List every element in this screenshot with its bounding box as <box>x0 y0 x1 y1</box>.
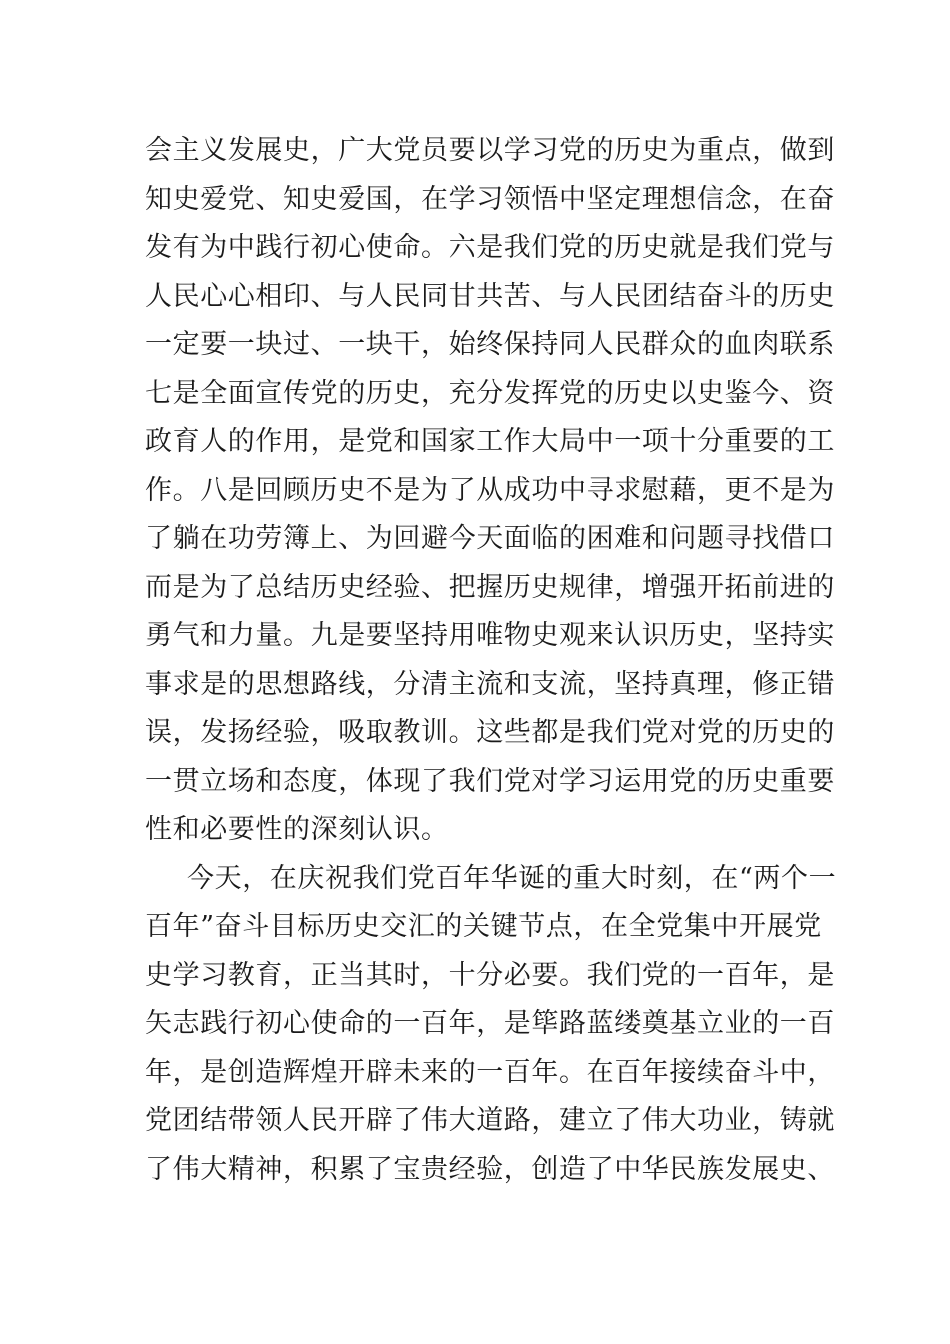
text-line: 误，发扬经验，吸取教训。这些都是我们党对党的历史的 <box>145 717 835 748</box>
text-line: 会主义发展史，广大党员要以学习党的历史为重点，做到 <box>145 135 835 166</box>
text-line: 作。八是回顾历史不是为了从成功中寻求慰藉，更不是为 <box>145 474 835 506</box>
text-line: 事求是的思想路线，分清主流和支流，坚持真理，修正错 <box>145 668 835 700</box>
text-line: 政育人的作用，是党和国家工作大局中一项十分重要的工 <box>145 426 835 457</box>
body-text <box>145 127 837 1194</box>
text-line: 一贯立场和态度，体现了我们党对学习运用党的历史重要 <box>145 765 835 797</box>
text-line: 史学习教育，正当其时，十分必要。我们党的一百年，是 <box>145 959 835 991</box>
text-line: 性和必要性的深刻认识。 <box>145 814 449 845</box>
text-line: 党团结带领人民开辟了伟大道路，建立了伟大功业，铸就 <box>145 1105 835 1136</box>
text-line: 知史爱党、知史爱国，在学习领悟中坚定理想信念，在奋 <box>145 183 835 215</box>
text-line: 而是为了总结历史经验、把握历史规律，增强开拓前进的 <box>145 571 835 603</box>
paragraph-start-line: 今天，在庆祝我们党百年华诞的重大时刻，在“两个一 <box>187 862 837 894</box>
text-line: 了躺在功劳簿上、为回避今天面临的困难和问题寻找借口 <box>145 523 835 554</box>
text-line: 人民心心相印、与人民同甘共苦、与人民团结奋斗的历史 <box>145 280 835 312</box>
text-line: 了伟大精神，积累了宝贵经验，创造了中华民族发展史、 <box>145 1153 835 1185</box>
text-line: 矢志践行初心使命的一百年，是筚路蓝缕奠基立业的一百 <box>145 1008 835 1039</box>
text-line: 发有为中践行初心使命。六是我们党的历史就是我们党与 <box>145 232 835 263</box>
text-line: 年，是创造辉煌开辟未来的一百年。在百年接续奋斗中， <box>145 1056 835 1088</box>
text-line: 百年”奋斗目标历史交汇的关键节点，在全党集中开展党 <box>145 911 822 942</box>
text-line: 七是全面宣传党的历史，充分发挥党的历史以史鉴今、资 <box>145 377 835 409</box>
text-line: 勇气和力量。九是要坚持用唯物史观来认识历史，坚持实 <box>145 620 835 651</box>
text-line: 一定要一块过、一块干，始终保持同人民群众的血肉联系 <box>145 329 835 360</box>
